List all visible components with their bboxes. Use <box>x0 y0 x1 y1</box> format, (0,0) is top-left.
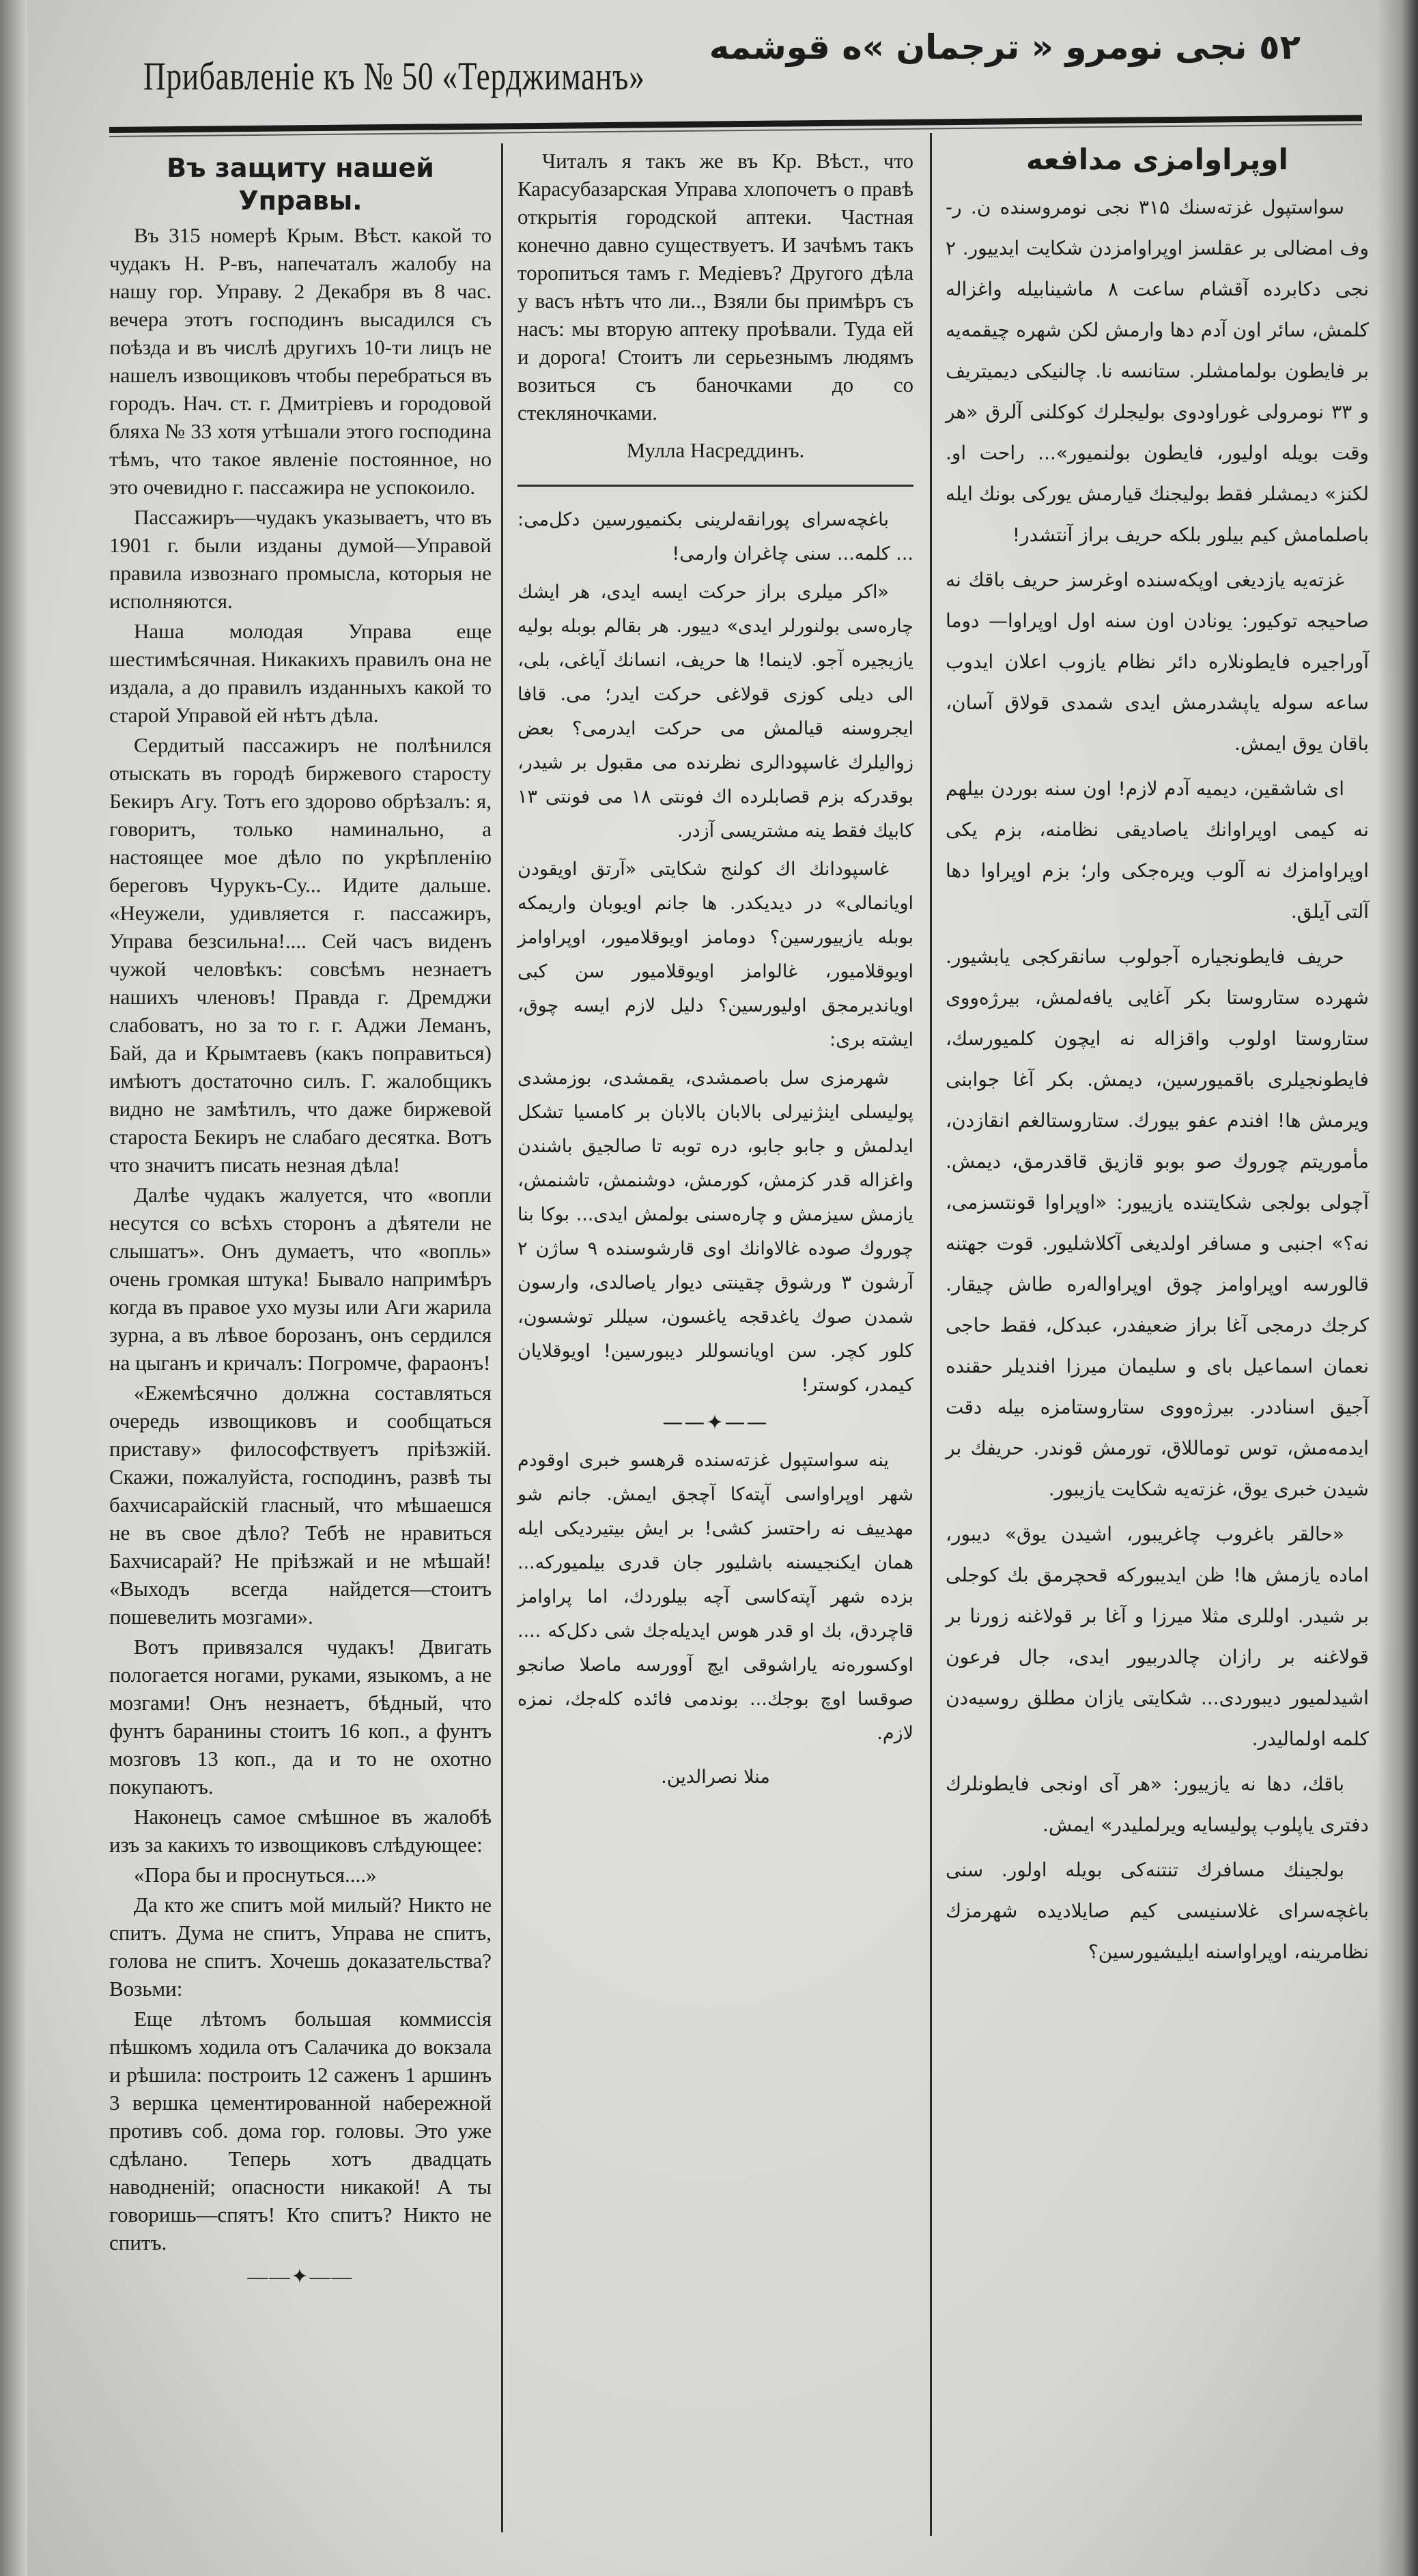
paragraph: Еще лѣтомъ большая коммиссія пѣшкомъ ходила отъ Салачика до вокзала и рѣшила: построить 12 саженъ 1 аршинъ 3 вершка цементированной набережной противъ соб. дома гор. головы. Это уже сдѣлано. Теперь хотъ двадцать наводненій; опасности никакой! А ты говоришь—спятъ! Кто спитъ? Никто не спитъ. <box>109 2007 492 2255</box>
paragraph: «اکر میلری براز حرکت ایسه ایدی، هر ایشك چاره‌سی بولنورلر ایدی» دییور. هر بقالم بوبله بولیه یازیجیره آجو. لاینما! ها حریف، انسانك آیاغی، بلی، الی دیلی کوزی قولاغی حرکت ایدر؛ می. قافا ایجروسنه قیالمش می حرکت ایدرمی؟ بعض زوالیلرك غاسپودالری نظرنده می مقبول بر شیدر، بوقدرکه بزم قصابلرده اك فونتی ۱۸ می فونتی ۱۳ کابیك فقط ینه مشتریسی آزدر. <box>517 582 913 842</box>
russian-paragraph: Читалъ я такъ же въ Кр. Вѣст., что Карасубазарская Управа хлопочетъ о правѣ открытія городской аптеки. Частная конечно давно существуетъ. И зачѣмъ такъ торопиться тамъ г. Медіевъ? Другого дѣла у васъ нѣтъ что ли.., Взяли бы примѣръ съ насъ: мы вторую аптеку проѣвали. Туда ей и дорога! Стоитъ ли серьезнымъ людямъ возиться съ баночками до со стекляночками. <box>517 149 913 425</box>
russian-header: Прибавленіе къ № 50 «Терджиманъ» <box>143 54 645 98</box>
russian-signature: Мулла Насреддинъ. <box>626 438 805 462</box>
column-divider-left <box>501 143 503 2532</box>
paragraph: Сердитый пассажиръ не полѣнился отыскать въ городѣ биржевого старосту Бекиръ Агу. Тотъ его здорово обрѣзалъ: я, говоритъ, только наминально, а настоящее мое дѣло по укрѣпленію береговъ Чурукъ-Су... Идите дальше. «Неужели, удивляется г. пассажиръ, Управа безсильна!.... Сей часъ виденъ чужой человѣкъ: совсѣмъ незнаетъ нашихъ членовъ! Правда г. Дремджи слабоватъ, но за то г. г. Аджи Леманъ, Бай, да и Крымтаевъ (какъ поправиться) имѣютъ достаточно силъ. Г. жалобщикъ видно не замѣтилъ, что даже биржевой староста Бекиръ не слабаго десятка. Вотъ что значитъ писать незная дѣла! <box>109 733 492 1177</box>
ottoman-header: ٥٢ نجی نومرو « ترجمان »ه قوشمه <box>709 27 1301 67</box>
paragraph: غزته‌یه یازدیغی اوپکه‌سنده اوغرسز حریف باقك نه صاحیجه توکیور: یونادن اون سنه اول اوپراوا— دوما آوراجیره فایطونلاره دائر نظام یازوب اعلان ایدوب ساعه سوله یاپشدرمش ایدی شمدی قولاق آسان، باقان یوق ایمش. <box>946 569 1369 755</box>
paragraph: Да кто же спитъ мой милый? Никто не спитъ. Дума не спитъ, Управа не спитъ, голова не спитъ. Хочешь доказательства? Возьми: <box>109 1893 492 2001</box>
paragraph: غاسپودانك اك کولنج شکایتی «آرتق اویقودن اویانمالی» در دیدیکدر. ها جانم اویوبان واریمکه بوبله یازییورسین؟ دومامز اویوقلامیور، اوپراوامز اویوقلامیور، غالوامز اویوقلامیور سن کبی اویاندیرمجق اولیورسین؟ دلیل لازم ایسه چوق، ایشته بری: <box>517 859 913 1050</box>
paragraph: Наконецъ самое смѣшное въ жалобѣ изъ за какихъ то извощиковъ слѣдующее: <box>109 1805 492 1857</box>
scan-edge-left <box>0 0 27 2576</box>
paragraph: باغچه‌سرای پورانقه‌لرینی بکنمیورسین دکل‌می: ... کلمه... سنی چاغران وارمی! <box>517 509 913 564</box>
paragraph: Вотъ привязался чудакъ! Двигать пологается ногами, руками, языкомъ, а не мозгами! Онъ незнаетъ, бѣдный, что фунтъ баранины стоитъ 16 коп., а фунтъ мозговъ 13 коп., да и то не охотно покупаютъ. <box>109 1635 492 1799</box>
column-divider-right <box>930 133 932 2536</box>
paragraph: «Пора бы и проснуться....» <box>134 1863 377 1887</box>
paragraph: ینه سواستپول غزته‌سنده قرهسو خبری اوقودم شهر اوپراواسی آپته‌کا آچجق ایمش. جانم شو مهدییف نه راحتسز کشی! بر ایش بیتیردیکی ایله همان ایکنجیسنه باشلیور جان قدری بیلمیورکه... بزده شهر آپته‌کاسی آچه بیلوردك، اما پراوامز قاچردق، بك او قدر هوس ایدیله‌جك شی دکل‌که .... اوکسوره‌نه یاراشوقی ایچ آوورسه ماصلا صانجو صوقسا اوچ بوجك... بوندمی فائده کله‌جك، نمزه لازم. <box>517 1450 913 1744</box>
paragraph: «حالقر باغروب چاغریبور، اشیدن یوق» دیبور، اماده یازمش ها! ظن ایدیبورکه قحچرمق بك کوجلی بر شیدر. اوللری مثلا میرزا و آغا بر قولاغنه زورنا بر قولاغنه بر رازان چالدربیور ایدی، جال فرعون اشیدلمیور دیبوردی... شکایتی یازان مطلق روسیه‌دن کلمه اولمالیدر. <box>946 1523 1369 1750</box>
paragraph: Наша молодая Управа еще шестимѣсячная. Никакихъ правилъ она не издала, а до правилъ изданныхъ какой то старой Управой ей нѣтъ дѣла. <box>109 619 492 727</box>
ornament-divider: ——✦—— <box>247 2265 354 2288</box>
right-column-article <box>946 137 1369 1973</box>
paragraph: ای شاشقین، دیمیه آدم لازم! اون سنه بوردن بیلهم نه کیمی اوپراوانك یاصادیقی نظامنه، بزم یکی اوپراوامزك نه آلوب ویره‌جکی وار؛ بزم اوپراوا دها آلتی آیلق. <box>946 777 1369 923</box>
paragraph: Въ 315 номерѣ Крым. Вѣст. какой то чудакъ Н. Р-въ, напечаталъ жалобу на нашу гор. Управу. 2 Декабря въ 8 час. вечера этотъ господинъ высадился съ поѣзда и въ числѣ другихъ 10-ти лицъ не нашелъ извощиковъ чтобы перебраться въ городъ. Нач. ст. г. Дмитріевъ и городовой бляха № 33 хотя утѣшали этого господина тѣмъ, что такое явленіе постоянное, но это очевидно г. пассажира не успокоило. <box>109 223 492 499</box>
scan-edge-right <box>1377 0 1418 2576</box>
paragraph: «Ежемѣсячно должна составляться очередь извощиковъ и сообщаться приставу» философствуетъ пріѣзжій. Скажи, пожалуйста, господинъ, развѣ ты бахчисарайскій гласный, что мѣшаешся не въ свое дѣло? Тебѣ не нравиться Бахчисарай? Не пріѣзжай и не мѣшай! «Выходъ всегда найдется—стоитъ пошевелить мозгами». <box>109 1381 492 1629</box>
article-title: Въ защиту нашей Управы. <box>167 153 434 216</box>
ottoman-signature: منلا نصرالدين. <box>661 1766 770 1788</box>
paragraph: باقك، دها نه یازییور: «هر آی اونجی فایطونلرك دفتری یاپلوب پولیسایه ویرلملیدر» ایمش. <box>946 1773 1369 1836</box>
section-rule <box>517 485 913 487</box>
paragraph: شهرمزی سل باصمشدی، یقمشدی، بوزمشدی پولیسلی اینژنیرلی بالابان بالابان بر کامسیا تشکل ایدلمش و جابو جابو، دره توبه تا صالجیق باشندن واغزاله قدر کزمش، کورمش، دوشنمش، تاشنمش، یازمش سیزمش و چاره‌سنی بولمش ایدی... بوکا بنا چوروك صوده غالاوانك اوی قارشوسنده ۹ ساژن ۲ آرشون ۳ ورشوق چقینتی دیوار یاصالدی، وارسون شمدن صوك یاغدقجه یاغسون، سیللر توشسون، کلور کچر. سن اویانسوللر دیبورسین! اویوقلایان کیمدر، کوستر! <box>517 1068 913 1396</box>
paragraph: سواستپول غزته‌سنك ۳۱۵ نجی نومروسنده ن. ر-وف امضالی بر عقلسز اوپراوامزدن شکایت ایدییور. ۲ نجی دکابرده آقشام ساعت ۸ ماشینابیله واغزاله کلمش، سائر اون آدم دها وارمش لکن شهره چیقمه‌یه بر فایطون بولمامشلر. ستانسه نا. چالنیکی دیمیتریف و ۳۳ نومرولی غوراودوی بولیجلرك کوکلنی آلرق «هر وقت بویله اولیور، فایطون بولنمیور»... راحت او. لکنز» دیمشلر فقط بولیجنك قیارمش یورکی بونك ایله باصلمامش کیم بیلور بلکه حریف براز آنتشدر! <box>946 196 1369 546</box>
article-title: اوپراوامزی مدافعه <box>1026 143 1288 176</box>
ornament-divider: ——✦—— <box>662 1411 769 1435</box>
paragraph: بولجینك مسافرك تنتنه‌کی بویله اولور. سنی باغچه‌سرای غلاسنیسی کیم صایلادیده شهرمزك نظامرینه، اوپراواسنه ایلیشیورسین؟ <box>946 1859 1369 1963</box>
paragraph: Далѣе чудакъ жалуется, что «вопли несутся со всѣхъ сторонъ а дѣятели не слышатъ». Онъ думаетъ, что «вопль» очень громкая штука! Бывало напримѣръ когда въ правое ухо музы или Аги жарила зурна, а въ лѣвое борозанъ, онъ сердился на цыганъ и кричалъ: Погромче, фараонъ! <box>109 1183 492 1375</box>
ottoman-article <box>517 503 913 1794</box>
paragraph: Пассажиръ—чудакъ указываетъ, что въ 1901 г. были изданы думой—Управой правила извознаго промысла, которыя не исполняются. <box>109 505 492 613</box>
paragraph: حریف فایطونجیاره آجولوب سانقرکجی یابشیور. شهرده ستاروستا بکر آغایی یافه‌لمش، بیرژه‌ووی ستاروستا اولوب واقزاله نه ایچون کلمیورسك، فایطونجیلری باقمیورسین، دیمش. بکر آغا جوابنی ویرمش ها! افندم عفو بیورك. ستاروستالغم انقازدن، مأموریتم چوروك صو بوبو قازیق قاقدرمق، دیمش. آچولی بولجی شکایتنده یازییور: «اوپراوا قونتسزمی، نه؟» اجنبی و مسافر اولدیغی آکلاشلیور. قوت جهتنه قالورسه اوپراوامز چوق اوپراواله‌ره طاش چیقار. کرجك درمجی آغا براز ضعیفدر، عبدکل، فقط حاجی نعمان اسماعیل بای و سلیمان میرزا افندیلر حقنده آجیق اسناددر. بیرژه‌ووی ستاروستامزه بیله دقت ایدمه‌مش، توس توماللاق، تورمش قوندر. حریفك بر شیدن خبری یوق، غزته‌یه شکایت یازیبور. <box>946 945 1369 1500</box>
middle-column <box>517 147 913 1794</box>
left-column-article <box>109 152 492 2298</box>
